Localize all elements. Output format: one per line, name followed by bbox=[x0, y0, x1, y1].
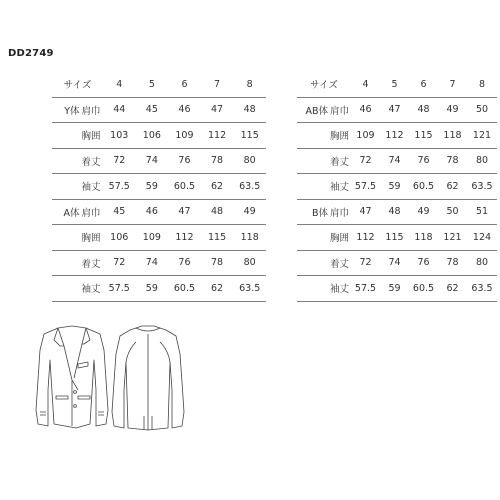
measurement-label: 肩巾 bbox=[81, 199, 103, 225]
measurement-label: 袖丈 bbox=[81, 174, 103, 200]
table-cell: 59 bbox=[136, 174, 169, 200]
body-type-label: A体 bbox=[52, 199, 81, 225]
size-header: 8 bbox=[467, 72, 497, 97]
table-cell: 59 bbox=[136, 276, 169, 302]
table-cell: 57.5 bbox=[351, 276, 380, 302]
table-cell: 47 bbox=[380, 97, 409, 123]
table-cell: 78 bbox=[438, 250, 467, 276]
table-cell: 72 bbox=[103, 148, 136, 174]
table-cell: 121 bbox=[438, 225, 467, 251]
table-cell: 45 bbox=[136, 97, 169, 123]
table-row bbox=[52, 225, 266, 251]
table-cell: 115 bbox=[380, 225, 409, 251]
table-cell: 109 bbox=[168, 123, 201, 149]
table-cell: 115 bbox=[409, 123, 438, 149]
table-row bbox=[297, 276, 497, 302]
table-cell: 48 bbox=[201, 199, 234, 225]
table-cell: 118 bbox=[438, 123, 467, 149]
measurement-label: 着丈 bbox=[81, 148, 103, 174]
body-type-label: AB体 bbox=[297, 97, 329, 123]
table-cell: 57.5 bbox=[103, 174, 136, 200]
measurement-label: 着丈 bbox=[81, 250, 103, 276]
size-header: 6 bbox=[168, 72, 201, 97]
table-cell: 74 bbox=[136, 250, 169, 276]
table-cell: 78 bbox=[201, 148, 234, 174]
measurement-label: 袖丈 bbox=[329, 174, 351, 200]
table-cell: 59 bbox=[380, 174, 409, 200]
measurement-label: 着丈 bbox=[329, 148, 351, 174]
body-type-label bbox=[297, 123, 329, 149]
jacket-back-drawing bbox=[112, 326, 184, 430]
size-table-right bbox=[297, 72, 497, 302]
body-type-label bbox=[297, 250, 329, 276]
table-cell: 72 bbox=[351, 250, 380, 276]
table-cell: 49 bbox=[438, 97, 467, 123]
table-cell: 46 bbox=[168, 97, 201, 123]
table-row bbox=[52, 97, 266, 123]
measurement-label: 着丈 bbox=[329, 250, 351, 276]
table-cell: 63.5 bbox=[233, 174, 266, 200]
table-cell: 124 bbox=[467, 225, 497, 251]
size-header: 5 bbox=[380, 72, 409, 97]
jacket-illustration bbox=[20, 320, 200, 440]
size-header: 6 bbox=[409, 72, 438, 97]
table-cell: 118 bbox=[233, 225, 266, 251]
measurement-label: 肩巾 bbox=[329, 97, 351, 123]
body-type-label bbox=[297, 225, 329, 251]
size-header: 4 bbox=[103, 72, 136, 97]
body-type-label bbox=[297, 276, 329, 302]
size-table-left bbox=[52, 72, 266, 302]
size-header: 8 bbox=[233, 72, 266, 97]
table-cell: 60.5 bbox=[168, 276, 201, 302]
body-type-label bbox=[297, 174, 329, 200]
size-header: 5 bbox=[136, 72, 169, 97]
table-row bbox=[52, 174, 266, 200]
table-cell: 74 bbox=[380, 250, 409, 276]
body-type-label bbox=[52, 250, 81, 276]
table-cell: 121 bbox=[467, 123, 497, 149]
product-code: DD2749 bbox=[8, 48, 54, 59]
table-cell: 50 bbox=[438, 199, 467, 225]
table-cell: 62 bbox=[438, 276, 467, 302]
size-header: 7 bbox=[438, 72, 467, 97]
table-cell: 45 bbox=[103, 199, 136, 225]
table-cell: 48 bbox=[233, 97, 266, 123]
left-header-row bbox=[52, 72, 266, 97]
table-cell: 106 bbox=[103, 225, 136, 251]
table-cell: 109 bbox=[351, 123, 380, 149]
table-cell: 49 bbox=[233, 199, 266, 225]
table-cell: 46 bbox=[351, 97, 380, 123]
table-cell: 106 bbox=[136, 123, 169, 149]
table-cell: 59 bbox=[380, 276, 409, 302]
table-cell: 76 bbox=[168, 148, 201, 174]
measurement-label: 胸囲 bbox=[81, 225, 103, 251]
table-cell: 80 bbox=[233, 148, 266, 174]
body-type-label bbox=[52, 276, 81, 302]
table-cell: 72 bbox=[103, 250, 136, 276]
table-cell: 76 bbox=[168, 250, 201, 276]
table-cell: 60.5 bbox=[409, 276, 438, 302]
table-cell: 80 bbox=[467, 148, 497, 174]
table-cell: 109 bbox=[136, 225, 169, 251]
table-cell: 49 bbox=[409, 199, 438, 225]
table-row bbox=[297, 250, 497, 276]
body-type-label bbox=[52, 174, 81, 200]
measurement-label: 胸囲 bbox=[329, 123, 351, 149]
measurement-label: 肩巾 bbox=[81, 97, 103, 123]
body-type-label bbox=[52, 225, 81, 251]
size-label: サイズ bbox=[52, 72, 103, 97]
measurement-label: 袖丈 bbox=[329, 276, 351, 302]
table-cell: 47 bbox=[351, 199, 380, 225]
table-cell: 112 bbox=[380, 123, 409, 149]
table-cell: 63.5 bbox=[467, 174, 497, 200]
table-row bbox=[297, 174, 497, 200]
table-cell: 44 bbox=[103, 97, 136, 123]
table-cell: 60.5 bbox=[409, 174, 438, 200]
body-type-label bbox=[52, 123, 81, 149]
table-cell: 112 bbox=[201, 123, 234, 149]
table-cell: 78 bbox=[438, 148, 467, 174]
size-label: サイズ bbox=[297, 72, 351, 97]
table-cell: 103 bbox=[103, 123, 136, 149]
table-cell: 80 bbox=[467, 250, 497, 276]
table-cell: 63.5 bbox=[233, 276, 266, 302]
table-cell: 50 bbox=[467, 97, 497, 123]
table-row bbox=[52, 123, 266, 149]
table-cell: 57.5 bbox=[351, 174, 380, 200]
measurement-label: 肩巾 bbox=[329, 199, 351, 225]
table-cell: 63.5 bbox=[467, 276, 497, 302]
table-row bbox=[297, 97, 497, 123]
body-type-label bbox=[297, 148, 329, 174]
right-header-row bbox=[297, 72, 497, 97]
table-cell: 118 bbox=[409, 225, 438, 251]
table-cell: 74 bbox=[380, 148, 409, 174]
body-type-label: Y体 bbox=[52, 97, 81, 123]
table-cell: 51 bbox=[467, 199, 497, 225]
body-type-label: B体 bbox=[297, 199, 329, 225]
table-row bbox=[52, 199, 266, 225]
table-cell: 48 bbox=[380, 199, 409, 225]
table-cell: 62 bbox=[438, 174, 467, 200]
table-row bbox=[52, 148, 266, 174]
table-row bbox=[297, 199, 497, 225]
table-cell: 46 bbox=[136, 199, 169, 225]
table-row bbox=[52, 250, 266, 276]
table-row bbox=[297, 123, 497, 149]
measurement-label: 胸囲 bbox=[81, 123, 103, 149]
table-cell: 62 bbox=[201, 276, 234, 302]
table-cell: 48 bbox=[409, 97, 438, 123]
table-cell: 112 bbox=[168, 225, 201, 251]
table-cell: 62 bbox=[201, 174, 234, 200]
table-cell: 57.5 bbox=[103, 276, 136, 302]
table-row bbox=[297, 148, 497, 174]
table-row bbox=[297, 225, 497, 251]
measurement-label: 胸囲 bbox=[329, 225, 351, 251]
size-header: 4 bbox=[351, 72, 380, 97]
body-type-label bbox=[52, 148, 81, 174]
size-header: 7 bbox=[201, 72, 234, 97]
table-cell: 74 bbox=[136, 148, 169, 174]
measurement-label: 袖丈 bbox=[81, 276, 103, 302]
table-cell: 76 bbox=[409, 250, 438, 276]
table-cell: 47 bbox=[201, 97, 234, 123]
table-cell: 76 bbox=[409, 148, 438, 174]
table-cell: 115 bbox=[201, 225, 234, 251]
table-cell: 60.5 bbox=[168, 174, 201, 200]
table-cell: 80 bbox=[233, 250, 266, 276]
table-cell: 115 bbox=[233, 123, 266, 149]
table-cell: 72 bbox=[351, 148, 380, 174]
table-cell: 78 bbox=[201, 250, 234, 276]
table-cell: 112 bbox=[351, 225, 380, 251]
jacket-front-drawing bbox=[36, 326, 108, 428]
table-row bbox=[52, 276, 266, 302]
table-cell: 47 bbox=[168, 199, 201, 225]
